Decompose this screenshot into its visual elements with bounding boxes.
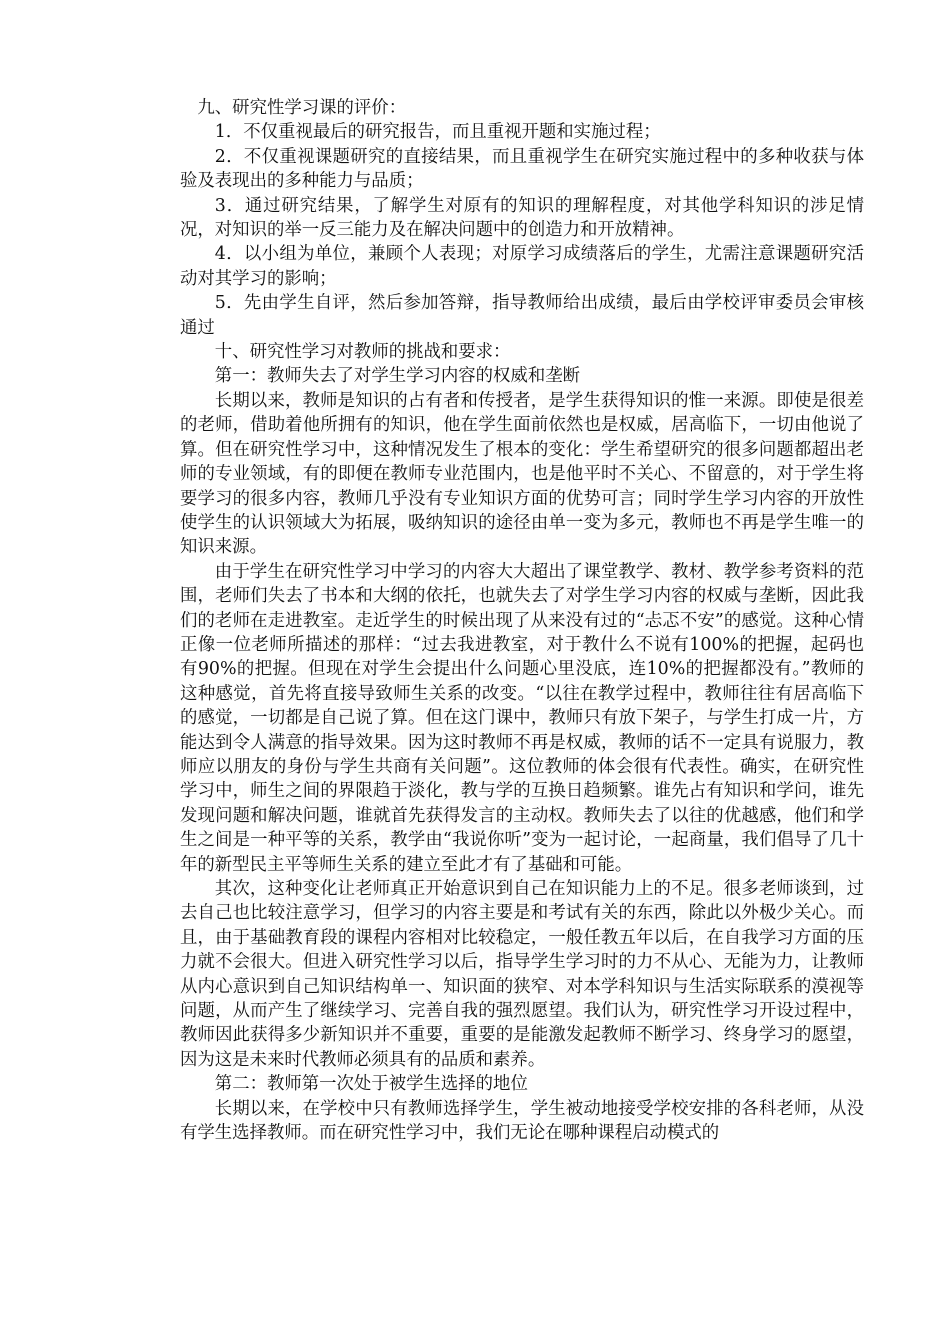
subheading-second: 第二：教师第一次处于被学生选择的地位	[214, 1074, 528, 1095]
body-paragraph: 长期以来，教师是知识的占有者和传授者，是学生获得知识的惟一来源。即使是很差的老师，借助着他所拥有的知识，他在学生面前依然也是权威，居高临下，一切由他说了算。但在研究性学习中，这种情况发生了根本的变化：学生希望研究的很多问题都超出老师的专业领域，有的即便在教师专业范围内，也是他平时不关心、不留意的，对于学生将要学习的很多内容，教师几乎没有专业知识方面的优势可言；同时学生学习内容的开放性使学生的认识领域大为拓展，吸纳知识的途径由单一变为多元，教师也不再是学生唯一的知识来源。	[180, 390, 864, 558]
evaluation-item-4: 4．以小组为单位，兼顾个人表现；对原学习成绩落后的学生，尤需注意课题研究活动对其学习的影响；	[180, 244, 864, 289]
body-paragraph: 由于学生在研究性学习中学习的内容大大超出了课堂教学、教材、教学参考资料的范围，老师们失去了书本和大纲的依托，也就失去了对学生学习内容的权威与垄断，因此我们的老师在走进教室。走近学生的时候出现了从来没有过的“忐忑不安”的感觉。这种心情正像一位老师所描述的那样：“过去我进教室，对于教什么不说有100%的把握，起码也有90%的把握。但现在对学生会提出什么问题心里没底，连10%的把握都没有。”教师的这种感觉，首先将直接导致师生关系的改变。“以往在教学过程中，教师往往有居高临下的感觉，一切都是自己说了算。但在这门课中，教师只有放下架子，与学生打成一片，方能达到令人满意的指导效果。因为这时教师不再是权威，教师的话不一定具有说服力，教师应以朋友的身份与学生共商有关问题”。这位教师的体会很有代表性。确实，在研究性学习中，师生之间的界限趋于淡化，教与学的互换日趋频繁。谁先占有知识和学问，谁先发现问题和解决问题，谁就首先获得发言的主动权。教师失去了以往的优越感，他们和学生之间是一种平等的关系，教学由“我说你听”变为一起讨论，一起商量，我们倡导了几十年的新型民主平等师生关系的建立至此才有了基础和可能。	[180, 561, 864, 875]
document-page	[180, 96, 864, 1145]
evaluation-item-1: 1．不仅重视最后的研究报告，而且重视开题和实施过程；	[214, 122, 661, 143]
subheading-first: 第一：教师失去了对学生学习内容的权威和垄断	[214, 366, 581, 387]
section-heading-teacher-challenges: 十、研究性学习对教师的挑战和要求：	[214, 342, 511, 363]
evaluation-item-2: 2．不仅重视课题研究的直接结果，而且重视学生在研究实施过程中的多种收获与体验及表现出的多种能力与品质；	[180, 146, 864, 192]
section-heading-evaluation: 九、研究性学习课的评价：	[197, 98, 407, 118]
body-paragraph: 其次，这种变化让老师真正开始意识到自己在知识能力上的不足。很多老师谈到，过去自己也比较注意学习，但学习的内容主要是和考试有关的东西，除此以外极少关心。而且，由于基础教育段的课程内容相对比较稳定，一般任教五年以后，在自我学习方面的压力就不会很大。但进入研究性学习以后，指导学生学习时的力不从心、无能为力，让教师从内心意识到自己知识结构单一、知识面的狭窄、对本学科知识与生活实际联系的漠视等问题，从而产生了继续学习、完善自我的强烈愿望。我们认为，研究性学习开设过程中，教师因此获得多少新知识并不重要，重要的是能激发起教师不断学习、终身学习的愿望，因为这是未来时代教师必须具有的品质和素养。	[180, 879, 864, 1070]
evaluation-item-5: 5．先由学生自评，然后参加答辩，指导教师给出成绩，最后由学校评审委员会审核通过	[180, 293, 864, 338]
evaluation-item-3: 3．通过研究结果，了解学生对原有的知识的理解程度，对其他学科知识的涉足情况，对知识的举一反三能力及在解决问题中的创造力和开放精神。	[180, 195, 864, 241]
body-paragraph: 长期以来，在学校中只有教师选择学生，学生被动地接受学校安排的各科老师，从没有学生选择教师。而在研究性学习中，我们无论在哪种课程启动模式的	[180, 1098, 864, 1144]
